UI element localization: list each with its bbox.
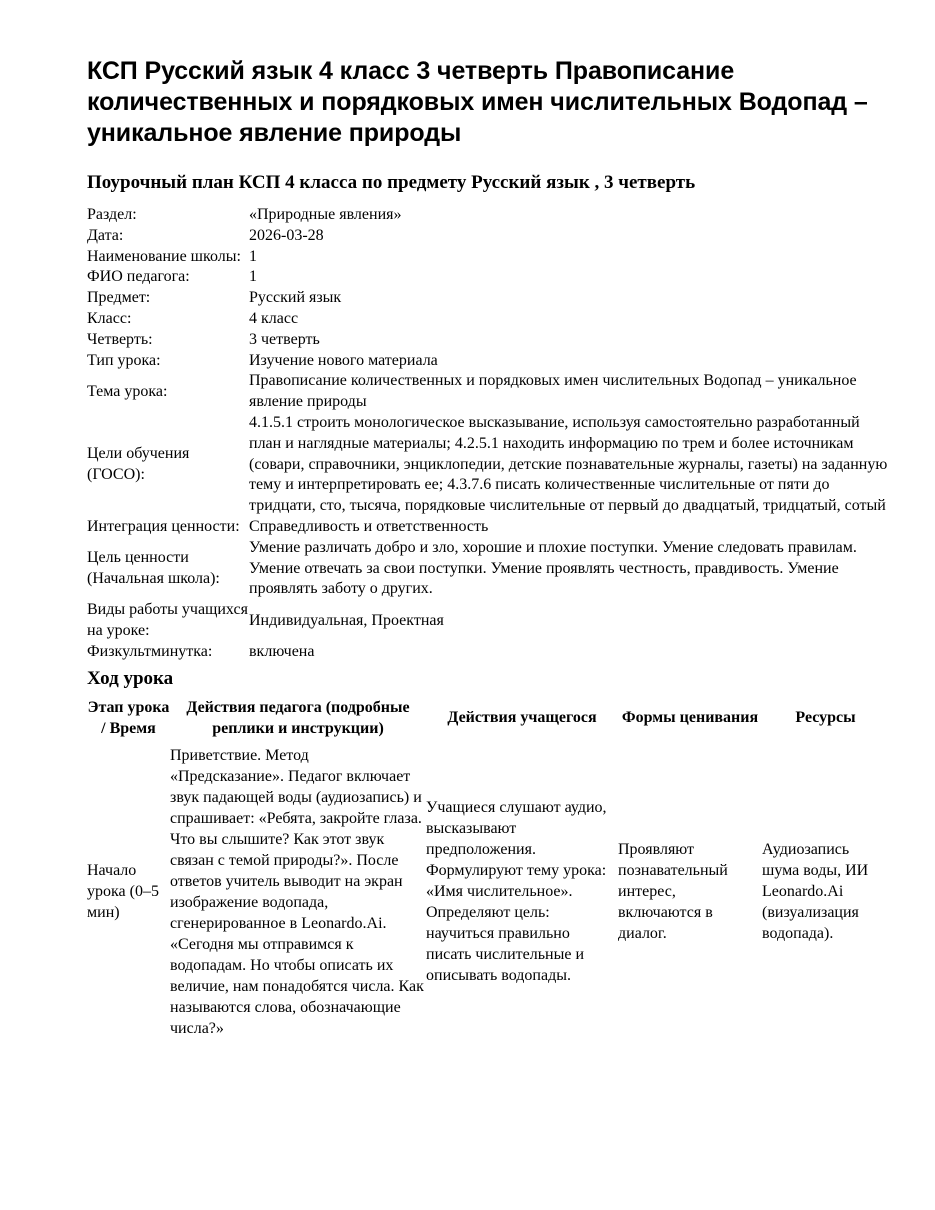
info-label: Наименование школы: — [87, 247, 241, 265]
info-value: 1 — [249, 268, 257, 286]
column-header-teacher: Действия педагога (подробные реплики и инструкции) — [186, 698, 410, 737]
info-value: Изучение нового материала — [249, 351, 438, 369]
info-value: 4.1.5.1 строить монологическое высказывание, используя самостоятельно разработанный план и наглядные материалы; 4.2.5.1 находить информацию по трем и более источникам (совари, справочники, энциклопедии, детские познавательные журналы, газеты) на заданную тему и интерпретировать ее; 4.3.7.6 писать количественные числительные от пяти до тридцати, сто, тысяча, порядковые числительные от первый до двадцатый, тридцатый, сотый — [249, 413, 888, 515]
info-value: 1 — [249, 247, 257, 265]
document-page — [87, 56, 889, 1039]
info-row — [87, 371, 889, 413]
info-label: Тип урока: — [87, 351, 161, 369]
info-label: Физкультминутка: — [87, 642, 213, 660]
info-row — [87, 413, 889, 517]
info-value: Умение различать добро и зло, хорошие и плохие поступки. Умение следовать правилам. Умение отвечать за свои поступки. Умение проявлять честность, правдивость. Умение проявлять заботу о других. — [249, 538, 857, 598]
info-value: 4 класс — [249, 309, 299, 327]
resources-cell: Аудиозапись шума воды, ИИ Leonardo.Ai (визуализация водопада). — [762, 841, 869, 943]
info-label: Цель ценности (Начальная школа): — [87, 549, 220, 587]
info-value: 2026-03-28 — [249, 226, 324, 244]
lesson-progress-table — [87, 697, 889, 1039]
info-row — [87, 351, 889, 372]
assessment-cell: Проявляют познавательный интерес, включаются в диалог. — [618, 841, 728, 943]
info-row — [87, 267, 889, 288]
stage-cell: Начало урока (0–5 мин) — [87, 862, 159, 922]
column-header-student: Действия учащегося — [447, 709, 597, 727]
info-label: Цели обучения (ГОСО): — [87, 445, 190, 483]
info-row — [87, 226, 889, 247]
info-row — [87, 309, 889, 330]
info-value: Русский язык — [249, 289, 342, 307]
student-actions-cell: Учащиеся слушают аудио, высказывают предположения. Формулируют тему урока: «Имя числительное». Определяют цель: научиться правильно писать числительные и описывать водопады. — [426, 799, 607, 985]
info-row — [87, 517, 889, 538]
info-label: ФИО педагога: — [87, 268, 190, 286]
column-header-resources: Ресурсы — [795, 709, 856, 727]
info-row — [87, 205, 889, 226]
column-header-stage: Этап урока / Время — [87, 698, 170, 737]
teacher-actions-cell: Приветствие. Метод «Предсказание». Педагог включает звук падающей воды (аудиозапись) и спрашивает: «Ребята, закройте глаза. Что вы слышите? Как этот звук связан с темой природы?». После ответов учитель выводит на экран изображение водопада, сгенерированное в Leonardo.Ai. «Сегодня мы отправимся к водопадам. Но чтобы описать их величие, нам понадобятся числа. Как называются слова, обозначающие числа?» — [170, 746, 424, 1037]
info-row — [87, 642, 889, 663]
info-row — [87, 247, 889, 268]
info-label: Интеграция ценности: — [87, 517, 240, 535]
table-row — [87, 745, 889, 1039]
info-label: Класс: — [87, 309, 132, 327]
table-header-row — [87, 697, 889, 745]
info-label: Предмет: — [87, 289, 151, 307]
info-label: Четверть: — [87, 330, 153, 348]
info-row — [87, 330, 889, 351]
info-value: Справедливость и ответственность — [249, 517, 489, 535]
info-label: Раздел: — [87, 206, 137, 223]
info-value: 3 четверть — [249, 330, 320, 348]
info-value: «Природные явления» — [249, 206, 402, 223]
info-label: Дата: — [87, 226, 124, 244]
column-header-assessment: Формы ценивания — [621, 709, 759, 727]
info-label: Виды работы учащихся на уроке: — [87, 601, 248, 639]
info-row — [87, 538, 889, 600]
info-value: Индивидуальная, Проектная — [249, 611, 444, 629]
lesson-info-table — [87, 205, 889, 663]
info-row — [87, 288, 889, 309]
document-title: КСП Русский язык 4 класс 3 четверть Правописание количественных и порядковых имен числительных Водопад – уникальное явление природы — [87, 57, 868, 147]
info-row — [87, 600, 889, 642]
info-label: Тема урока: — [87, 382, 168, 400]
info-value: Правописание количественных и порядковых имен числительных Водопад – уникальное явление природы — [249, 372, 857, 411]
plan-subtitle: Поурочный план КСП 4 класса по предмету Русский язык , 3 четверть — [87, 172, 696, 193]
info-value: включена — [249, 642, 315, 660]
lesson-progress-heading: Ход урока — [87, 667, 174, 689]
